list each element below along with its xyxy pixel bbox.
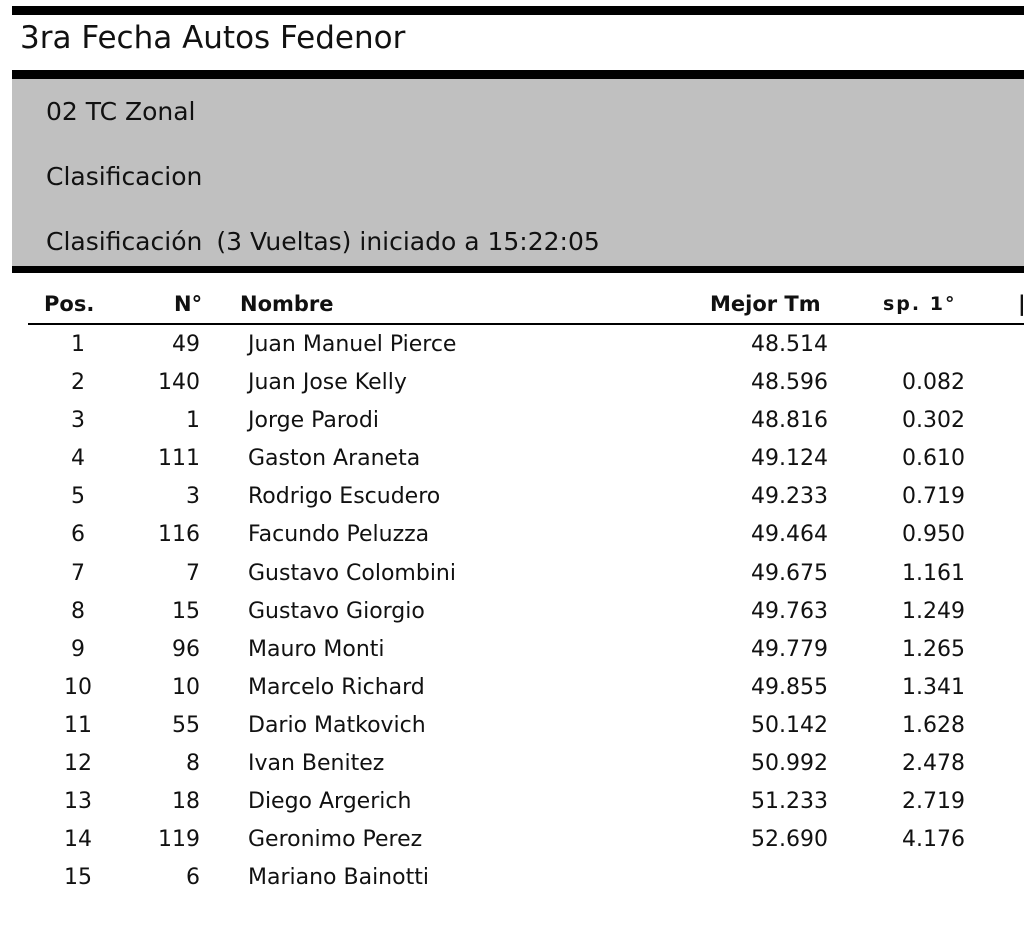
results-table <box>0 326 1024 897</box>
row-car-number: 49 <box>172 332 200 357</box>
row-position: 6 <box>71 522 85 548</box>
row-driver-name: Geronimo Perez <box>248 827 423 853</box>
column-header-gap-first: sp. 1° <box>883 293 957 315</box>
row-driver-name: Juan Jose Kelly <box>248 370 407 396</box>
column-header-name: Nombre <box>240 292 334 316</box>
row-best-time: 48.514 <box>751 332 828 357</box>
table-row <box>0 783 1024 821</box>
session-header-panel <box>12 70 1024 273</box>
table-row <box>0 593 1024 631</box>
row-car-number: 18 <box>172 789 200 815</box>
row-car-number: 8 <box>186 751 200 777</box>
column-header-cutoff: | <box>1018 292 1026 316</box>
row-gap-first: 0.082 <box>902 370 965 396</box>
table-row <box>0 745 1024 783</box>
row-car-number: 140 <box>158 370 200 396</box>
table-row <box>0 669 1024 707</box>
row-best-time: 52.690 <box>751 827 828 853</box>
row-driver-name: Gustavo Colombini <box>248 560 456 586</box>
row-gap-first: 1.249 <box>902 598 965 624</box>
row-car-number: 10 <box>172 674 200 700</box>
row-best-time: 49.464 <box>751 522 828 548</box>
row-gap-first: 0.610 <box>902 446 965 472</box>
row-gap-first: 4.176 <box>902 827 965 853</box>
row-position: 9 <box>71 636 85 662</box>
row-best-time: 50.992 <box>751 751 828 777</box>
row-best-time: 49.124 <box>751 446 828 472</box>
table-row <box>0 478 1024 516</box>
row-best-time: 51.233 <box>751 789 828 815</box>
row-driver-name: Rodrigo Escudero <box>248 484 441 510</box>
row-car-number: 116 <box>158 522 200 548</box>
row-driver-name: Facundo Peluzza <box>248 522 430 548</box>
row-gap-first: 2.478 <box>902 751 965 777</box>
session-detail-name: Clasificación <box>46 227 203 256</box>
row-driver-name: Gustavo Giorgio <box>248 598 425 624</box>
row-gap-first: 1.161 <box>902 560 965 586</box>
row-gap-first: 1.265 <box>902 636 965 662</box>
table-row <box>0 516 1024 554</box>
row-position: 3 <box>71 408 85 434</box>
row-gap-first: 0.719 <box>902 484 965 510</box>
column-header-best-time: Mejor Tm <box>710 292 821 316</box>
table-row <box>0 555 1024 593</box>
row-best-time: 49.779 <box>751 636 828 662</box>
row-car-number: 6 <box>186 865 200 891</box>
row-best-time: 49.675 <box>751 560 828 586</box>
row-driver-name: Ivan Benitez <box>248 751 385 777</box>
row-car-number: 96 <box>172 636 200 662</box>
row-driver-name: Marcelo Richard <box>248 674 425 700</box>
row-gap-first: 0.950 <box>902 522 965 548</box>
table-row <box>0 631 1024 669</box>
row-position: 2 <box>71 370 85 396</box>
row-gap-first: 0.302 <box>902 408 965 434</box>
session-type: Clasificacion <box>46 162 203 191</box>
row-car-number: 7 <box>186 560 200 586</box>
row-best-time: 49.233 <box>751 484 828 510</box>
row-gap-first: 1.341 <box>902 674 965 700</box>
row-position: 13 <box>64 789 92 815</box>
row-best-time: 48.816 <box>751 408 828 434</box>
top-rule <box>12 6 1024 15</box>
row-driver-name: Jorge Parodi <box>248 408 379 434</box>
table-row <box>0 402 1024 440</box>
row-position: 8 <box>71 598 85 624</box>
row-driver-name: Gaston Araneta <box>248 446 421 472</box>
row-driver-name: Mariano Bainotti <box>248 865 429 891</box>
row-position: 10 <box>64 674 92 700</box>
row-car-number: 15 <box>172 598 200 624</box>
row-gap-first: 2.719 <box>902 789 965 815</box>
table-row <box>0 364 1024 402</box>
session-category: 02 TC Zonal <box>46 97 196 126</box>
row-position: 1 <box>71 332 85 357</box>
row-driver-name: Dario Matkovich <box>248 712 426 738</box>
row-car-number: 55 <box>172 712 200 738</box>
session-detail-laps: (3 Vueltas) iniciado a 15:22:05 <box>216 227 600 256</box>
column-header-number: N° <box>174 292 203 316</box>
row-position: 7 <box>71 560 85 586</box>
session-detail <box>46 225 600 259</box>
row-car-number: 111 <box>158 446 200 472</box>
row-best-time: 48.596 <box>751 370 828 396</box>
row-best-time: 49.763 <box>751 598 828 624</box>
table-row <box>0 326 1024 364</box>
row-car-number: 119 <box>158 827 200 853</box>
row-gap-first: 1.628 <box>902 712 965 738</box>
row-best-time: 50.142 <box>751 712 828 738</box>
row-car-number: 3 <box>186 484 200 510</box>
row-position: 4 <box>71 446 85 472</box>
row-car-number: 1 <box>186 408 200 434</box>
column-header-rule <box>28 323 1024 325</box>
row-driver-name: Mauro Monti <box>248 636 385 662</box>
row-position: 14 <box>64 827 92 853</box>
table-row <box>0 859 1024 897</box>
row-driver-name: Diego Argerich <box>248 789 412 815</box>
row-best-time: 49.855 <box>751 674 828 700</box>
row-driver-name: Juan Manuel Pierce <box>248 332 457 357</box>
table-row <box>0 440 1024 478</box>
table-row <box>0 821 1024 859</box>
table-row <box>0 707 1024 745</box>
event-title: 3ra Fecha Autos Fedenor <box>20 20 406 56</box>
row-position: 15 <box>64 865 92 891</box>
column-header-position: Pos. <box>44 292 95 316</box>
row-position: 5 <box>71 484 85 510</box>
row-position: 11 <box>64 712 92 738</box>
row-position: 12 <box>64 751 92 777</box>
